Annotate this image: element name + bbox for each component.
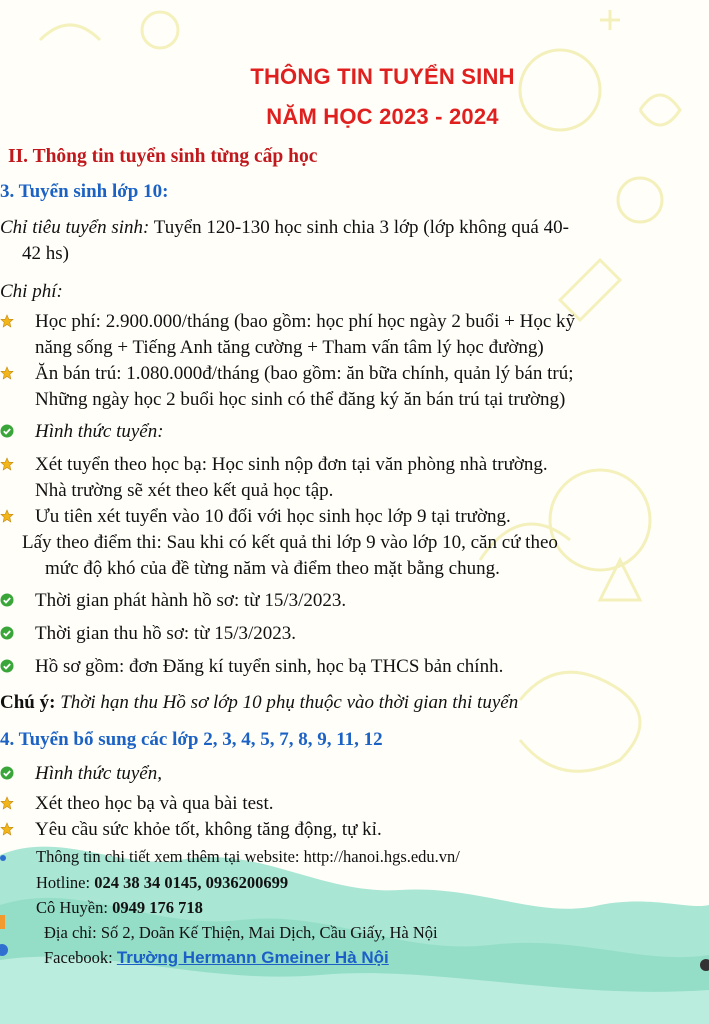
priority-line: Ưu tiên xét tuyển vào 10 đối với học sinh học lớp 9 tại trường. <box>35 506 511 527</box>
check-bullet-icon <box>0 766 14 780</box>
section-heading: II. Thông tin tuyển sinh từng cấp học <box>8 146 318 167</box>
person-value: 0949 176 718 <box>112 898 203 917</box>
form-label: Hình thức tuyển: <box>35 421 164 442</box>
supplement-heading: 4. Tuyển bổ sung các lớp 2, 3, 4, 5, 7, 8, 9, 11, 12 <box>0 729 383 750</box>
star-bullet-icon <box>0 314 14 328</box>
person-line <box>36 897 203 919</box>
quota-line-2: 42 hs) <box>22 243 69 264</box>
note-text: Thời hạn thu Hồ sơ lớp 10 phụ thuộc vào thời gian thi tuyển <box>55 692 519 713</box>
hotline-value: 024 38 34 0145, 0936200699 <box>94 873 289 892</box>
check-bullet-icon <box>0 659 14 673</box>
collect-line: Thời gian thu hồ sơ: từ 15/3/2023. <box>35 623 297 644</box>
supplement-form-label: Hình thức tuyển, <box>35 763 162 784</box>
grade10-heading: 3. Tuyển sinh lớp 10: <box>0 181 169 202</box>
person-label: Cô Huyền: <box>36 898 113 917</box>
release-line: Thời gian phát hành hồ sơ: từ 15/3/2023. <box>35 590 347 611</box>
address-line: Địa chỉ: Số 2, Doãn Kế Thiện, Mai Dịch, Cầu Giấy, Hà Nội <box>44 923 438 942</box>
quota-label: Chỉ tiêu tuyển sinh: <box>0 217 150 238</box>
review-line-1: Xét tuyển theo học bạ: Học sinh nộp đơn tại văn phòng nhà trường. <box>35 454 548 475</box>
star-bullet-icon <box>0 509 14 523</box>
meal-line-1: Ăn bán trú: 1.080.000đ/tháng (bao gồm: ăn bữa chính, quản lý bán trú; <box>35 363 574 384</box>
star-bullet-icon <box>0 366 14 380</box>
quota-line <box>0 215 569 240</box>
quota-text: Tuyển 120-130 học sinh chia 3 lớp (lớp không quá 40- <box>149 217 569 238</box>
hotline-label: Hotline: <box>36 873 95 892</box>
star-bullet-icon <box>0 822 14 836</box>
bullet-dot-icon <box>0 855 6 861</box>
facebook-line <box>44 947 389 969</box>
facebook-link[interactable]: Trường Hermann Gmeiner Hà Nội <box>116 948 389 967</box>
star-bullet-icon <box>0 457 14 471</box>
review-line-2: Nhà trường sẽ xét theo kết quả học tập. <box>35 480 334 501</box>
fee-line-1: Học phí: 2.900.000/tháng (bao gồm: học phí học ngày 2 buổi + Học kỹ <box>35 311 575 332</box>
check-bullet-icon <box>0 593 14 607</box>
check-bullet-icon <box>0 626 14 640</box>
score-line-2: mức độ khó của đề từng năm và điểm theo mặt bằng chung. <box>45 558 500 579</box>
star-bullet-icon <box>0 796 14 810</box>
page-subtitle: NĂM HỌC 2023 - 2024 <box>266 104 499 129</box>
health-line: Yêu cầu sức khỏe tốt, không tăng động, tự kỉ. <box>35 819 382 840</box>
note-line <box>0 690 518 715</box>
website-line: Thông tin chi tiết xem thêm tại website: http://hanoi.hgs.edu.vn/ <box>36 847 460 866</box>
docs-line: Hồ sơ gồm: đơn Đăng kí tuyển sinh, học bạ THCS bản chính. <box>35 656 504 677</box>
cost-label: Chi phí: <box>0 281 63 302</box>
check-bullet-icon <box>0 424 14 438</box>
meal-line-2: Những ngày học 2 buổi học sinh có thể đăng ký ăn bán trú tại trường) <box>35 389 566 410</box>
method-line: Xét theo học bạ và qua bài test. <box>35 793 274 814</box>
fee-line-2: năng sống + Tiếng Anh tăng cường + Tham vấn tâm lý học đường) <box>35 337 544 358</box>
score-line-1: Lấy theo điểm thi: Sau khi có kết quả thi lớp 9 vào lớp 10, căn cứ theo <box>22 532 558 553</box>
hotline-line <box>36 872 288 894</box>
facebook-label: Facebook: <box>44 948 117 967</box>
page-title: THÔNG TIN TUYỂN SINH <box>250 64 515 89</box>
note-label: Chú ý: <box>0 692 56 713</box>
